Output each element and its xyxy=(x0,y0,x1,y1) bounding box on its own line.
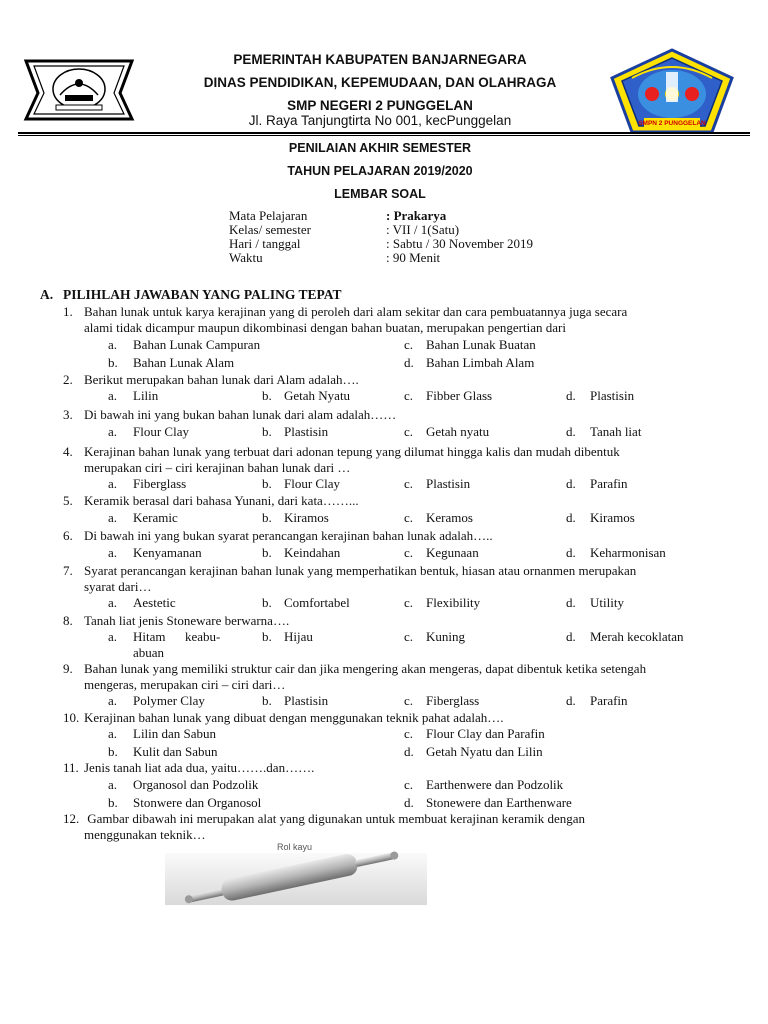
option-text: Fiberglass xyxy=(426,693,480,708)
question-text: syarat dari… xyxy=(84,579,152,594)
option-letter: c. xyxy=(404,510,414,525)
option-letter: a. xyxy=(108,337,118,352)
question-text: alami tidak dicampur maupun dikombinasi dengan bahan buatan, merupakan pengertian dari xyxy=(84,320,566,335)
option-letter: b. xyxy=(262,424,272,439)
rolling-pin-icon xyxy=(165,845,427,905)
option-text-continued: abuan xyxy=(133,645,165,660)
option-letter: a. xyxy=(108,510,118,525)
option-letter: c. xyxy=(404,693,414,708)
header-divider-thin xyxy=(18,135,750,136)
option-text: Getah nyatu xyxy=(426,424,490,439)
option-text: Keindahan xyxy=(284,545,341,560)
option-text: Hijau xyxy=(284,629,313,644)
option-letter: c. xyxy=(404,337,414,352)
option-text: Flexibility xyxy=(426,595,481,610)
option-letter: d. xyxy=(404,795,414,810)
option-text: Flour Clay xyxy=(133,424,189,439)
option-text: Plastisin xyxy=(284,693,329,708)
question-text: Kerajinan bahan lunak yang dibuat dengan menggunakan teknik pahat adalah…. xyxy=(84,710,504,725)
option-text: Merah kecoklatan xyxy=(590,629,684,644)
option-text: Keharmonisan xyxy=(590,545,666,560)
section-title: PILIHLAH JAWABAN YANG PALING TEPAT xyxy=(63,287,342,302)
option-letter: b. xyxy=(262,629,272,644)
info-label: Kelas/ semester xyxy=(229,222,311,237)
option-letter: b. xyxy=(262,545,272,560)
question-text: Bahan lunak yang memiliki struktur cair dan jika mengering akan mengeras, dapat dibentuk ketika setengah xyxy=(84,661,647,676)
option-letter: b. xyxy=(108,744,118,759)
option-letter: d. xyxy=(566,595,576,610)
option-text: Comfortabel xyxy=(284,595,350,610)
question-text: Di bawah ini yang bukan bahan lunak dari alam adalah…… xyxy=(84,407,397,422)
option-letter: a. xyxy=(108,629,118,644)
option-letter: b. xyxy=(262,595,272,610)
option-text: Bahan Lunak Buatan xyxy=(426,337,536,352)
question-text: menggunakan teknik… xyxy=(84,827,206,842)
option-text: Fibber Glass xyxy=(426,388,493,403)
option-text: Kiramos xyxy=(284,510,329,525)
exam-title: PENILAIAN AKHIR SEMESTER xyxy=(288,141,472,155)
option-letter: a. xyxy=(108,388,118,403)
option-letter: a. xyxy=(108,476,118,491)
option-text: Plastisin xyxy=(590,388,635,403)
left-logo xyxy=(20,57,138,123)
option-text: Kegunaan xyxy=(426,545,479,560)
option-text: Utility xyxy=(590,595,624,610)
option-letter: d. xyxy=(566,545,576,560)
question-text: Berikut merupakan bahan lunak dari Alam adalah…. xyxy=(84,372,359,387)
header-divider xyxy=(18,132,750,134)
option-letter: b. xyxy=(108,795,118,810)
option-letter: a. xyxy=(108,693,118,708)
option-text: Lilin xyxy=(133,388,159,403)
option-text: Bahan Lunak Campuran xyxy=(133,337,261,352)
info-value: : VII / 1(Satu) xyxy=(386,222,460,237)
option-letter: c. xyxy=(404,424,414,439)
option-text: Earthenwere dan Podzolik xyxy=(426,777,564,792)
question-number: 11. xyxy=(63,760,79,775)
option-text: Parafin xyxy=(590,476,628,491)
option-letter: b. xyxy=(262,693,272,708)
option-letter: b. xyxy=(262,510,272,525)
option-letter: b. xyxy=(262,476,272,491)
option-text: Aestetic xyxy=(133,595,176,610)
option-letter: d. xyxy=(566,476,576,491)
option-text: Bahan Limbah Alam xyxy=(426,355,535,370)
option-text: Stonwere dan Organosol xyxy=(133,795,262,810)
info-value: : Prakarya xyxy=(386,208,447,223)
header-department: DINAS PENDIDIKAN, KEPEMUDAAN, DAN OLAHRAGA xyxy=(203,75,557,90)
option-letter: d. xyxy=(566,424,576,439)
question-text: Gambar dibawah ini merupakan alat yang digunakan untuk membuat kerajinan keramik dengan xyxy=(84,811,586,826)
option-letter: d. xyxy=(566,693,576,708)
question-number: 2. xyxy=(63,372,73,387)
option-letter: d. xyxy=(566,388,576,403)
exam-year: TAHUN PELAJARAN 2019/2020 xyxy=(287,164,473,178)
header-address: Jl. Raya Tanjungtirta No 001, kecPunggelan xyxy=(248,113,512,128)
question-number: 12. xyxy=(63,811,80,826)
question-number: 7. xyxy=(63,563,73,578)
question-text: Kerajinan bahan lunak yang terbuat dari adonan tepung yang dilumat hingga kalis dan mudah dibentuk xyxy=(84,444,620,459)
option-letter: d. xyxy=(566,629,576,644)
option-text: Kuning xyxy=(426,629,465,644)
question-number: 6. xyxy=(63,528,73,543)
option-text: Parafin xyxy=(590,693,628,708)
option-text: Tanah liat xyxy=(590,424,642,439)
question-text: Bahan lunak untuk karya kerajinan yang di peroleh dari alam sekitar dan cara pembuatannya juga secara xyxy=(84,304,628,319)
option-letter: a. xyxy=(108,726,118,741)
option-text: Plastisin xyxy=(284,424,329,439)
info-value: : 90 Menit xyxy=(386,250,441,265)
regency-seal-icon xyxy=(20,57,138,123)
option-letter: c. xyxy=(404,545,414,560)
figure-caption: Rol kayu xyxy=(277,842,313,852)
option-text: Fiberglass xyxy=(133,476,187,491)
question-number: 9. xyxy=(63,661,73,676)
option-text: Keramos xyxy=(426,510,473,525)
rolling-pin-figure xyxy=(165,842,427,905)
section-letter: A. xyxy=(40,287,54,302)
question-text: Keramik berasal dari bahasa Yunani, dari kata……... xyxy=(84,493,359,508)
option-text: Bahan Lunak Alam xyxy=(133,355,235,370)
question-number: 3. xyxy=(63,407,73,422)
sheet-title: LEMBAR SOAL xyxy=(334,187,426,201)
question-number: 5. xyxy=(63,493,73,508)
question-number: 1. xyxy=(63,304,73,319)
option-text: Stonewere dan Earthenware xyxy=(426,795,572,810)
option-letter: c. xyxy=(404,629,414,644)
info-label: Mata Pelajaran xyxy=(229,208,308,223)
option-text: Kulit dan Sabun xyxy=(133,744,218,759)
question-text: Tanah liat jenis Stoneware berwarna…. xyxy=(84,613,290,628)
option-letter: c. xyxy=(404,476,414,491)
question-text: mengeras, merupakan ciri – ciri dari… xyxy=(84,677,286,692)
question-number: 4. xyxy=(63,444,73,459)
school-logo-icon xyxy=(608,48,736,136)
option-text: Keramic xyxy=(133,510,178,525)
question-text: Syarat perancangan kerajinan bahan lunak yang memperhatikan bentuk, hiasan atau ornanmen merupakan xyxy=(84,563,637,578)
option-letter: a. xyxy=(108,595,118,610)
option-letter: c. xyxy=(404,595,414,610)
question-text: Jenis tanah liat ada dua, yaitu…….dan……. xyxy=(84,760,315,775)
option-letter: c. xyxy=(404,777,414,792)
option-text: Kenyamanan xyxy=(133,545,202,560)
option-letter: b. xyxy=(108,355,118,370)
option-text: Organosol dan Podzolik xyxy=(133,777,259,792)
option-text: Getah Nyatu dan Lilin xyxy=(426,744,543,759)
question-text: merupakan ciri – ciri kerajinan bahan lunak dari … xyxy=(84,460,351,475)
info-label: Hari / tanggal xyxy=(229,236,301,251)
question-number: 10. xyxy=(63,710,80,725)
option-letter: c. xyxy=(404,388,414,403)
header-school: SMP NEGERI 2 PUNGGELAN xyxy=(287,98,473,113)
option-text: Plastisin xyxy=(426,476,471,491)
option-letter: a. xyxy=(108,424,118,439)
option-text: Polymer Clay xyxy=(133,693,205,708)
option-letter: d. xyxy=(404,355,414,370)
option-text: Flour Clay dan Parafin xyxy=(426,726,545,741)
header-government: PEMERINTAH KABUPATEN BANJARNEGARA xyxy=(233,52,527,67)
option-text: Getah Nyatu xyxy=(284,388,351,403)
option-letter: c. xyxy=(404,726,414,741)
option-text: Kiramos xyxy=(590,510,635,525)
option-letter: a. xyxy=(108,777,118,792)
option-letter: b. xyxy=(262,388,272,403)
question-number: 8. xyxy=(63,613,73,628)
option-letter: a. xyxy=(108,545,118,560)
option-letter: d. xyxy=(404,744,414,759)
option-text: Hitam keabu- xyxy=(133,629,221,644)
info-label: Waktu xyxy=(229,250,263,265)
right-logo xyxy=(608,48,736,136)
school-logo-text: SMPN 2 PUNGGELAN xyxy=(638,120,706,127)
option-text: Flour Clay xyxy=(284,476,340,491)
question-text: Di bawah ini yang bukan syarat perancangan kerajinan bahan lunak adalah….. xyxy=(84,528,493,543)
option-letter: d. xyxy=(566,510,576,525)
info-value: : Sabtu / 30 November 2019 xyxy=(386,236,533,251)
option-text: Lilin dan Sabun xyxy=(133,726,217,741)
